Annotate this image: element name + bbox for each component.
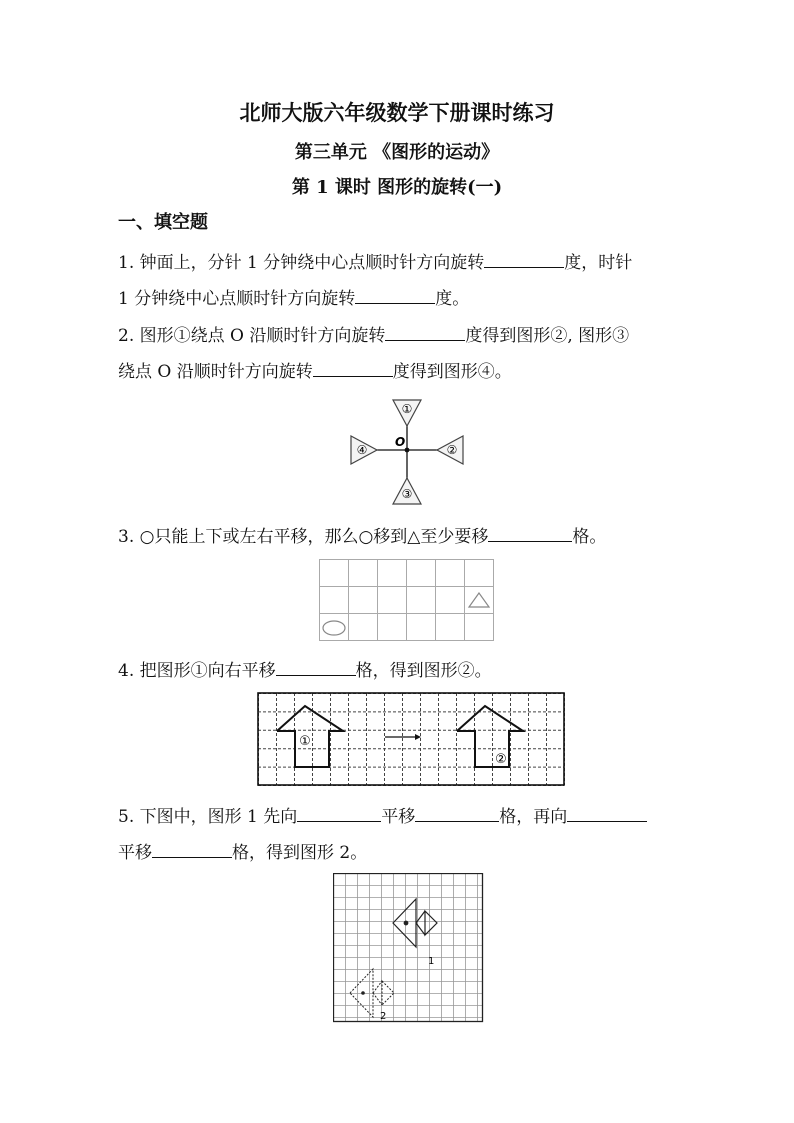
q5-answer-blank-2[interactable] <box>415 807 499 822</box>
fish-2 <box>350 969 394 1017</box>
q4-answer-blank[interactable] <box>276 661 356 676</box>
q5-text-a: 5. 下图中，图形 1 先向 <box>118 807 298 827</box>
q1-text-a: 1. 钟面上，分针 1 分钟绕中心点顺时针方向旋转 <box>118 253 485 273</box>
fish-1 <box>393 899 437 947</box>
q2-answer-blank-2[interactable] <box>313 362 393 377</box>
q5-grid <box>333 873 483 1022</box>
shape-3-label: ③ <box>401 487 413 501</box>
q5-text-d: 平移 <box>118 843 152 863</box>
q5-text-e: 格，得到图形 2。 <box>232 843 368 863</box>
shape-1-label: ① <box>401 402 413 416</box>
q2-rotation-figure <box>345 396 465 506</box>
q5-answer-blank-1[interactable] <box>297 807 381 822</box>
q5-answer-blank-4[interactable] <box>152 843 232 858</box>
q1-answer-blank-2[interactable] <box>355 289 435 304</box>
q5-line-1 <box>118 802 647 827</box>
triangle-target <box>469 593 489 607</box>
q2-text-a: 2. 图形①绕点 O 沿顺时针方向旋转 <box>118 326 386 346</box>
fish-2-eye <box>361 991 365 995</box>
q3-text-b: 格。 <box>572 527 607 547</box>
unit-title: 第三单元 《图形的运动》 <box>294 142 500 163</box>
lesson-title: 第 1 课时 图形的旋转(一) <box>291 177 503 198</box>
fish-2-label: 2 <box>380 1011 387 1022</box>
q4-text-a: 4. 把图形①向右平移 <box>118 661 276 681</box>
q4-line <box>118 656 492 681</box>
shape-4-label: ④ <box>356 443 368 457</box>
q1-line-2 <box>118 284 469 309</box>
q2-text-b: 度得到图形②, 图形③ <box>465 326 630 346</box>
shape-2-arrow <box>457 706 523 767</box>
q4-text-b: 格，得到图形②。 <box>355 661 492 681</box>
q2-text-c: 绕点 O 沿顺时针方向旋转 <box>118 362 313 382</box>
circle-shape <box>323 621 345 635</box>
q5-fish-figure <box>333 873 485 1025</box>
center-point-o <box>405 448 410 453</box>
shape-2-label: ② <box>446 443 458 457</box>
q3-answer-blank[interactable] <box>488 527 572 542</box>
q3-line <box>118 522 606 547</box>
q5-text-b: 平移 <box>381 807 416 827</box>
q2-answer-blank-1[interactable] <box>385 326 465 341</box>
q1-text-d: 度。 <box>435 289 470 309</box>
q4-translation-figure <box>257 692 567 788</box>
q4-shape-1-label: ① <box>299 734 311 749</box>
q3-grid-figure <box>319 559 495 643</box>
q5-text-c: 格，再向 <box>499 807 568 827</box>
q1-text-c: 1 分钟绕中心点顺时针方向旋转 <box>118 289 356 309</box>
q1-answer-blank-1[interactable] <box>484 253 564 268</box>
point-o-label: O <box>395 435 406 449</box>
q3-text-a: 3. ○只能上下或左右平移，那么○移到△至少要移 <box>118 527 489 547</box>
q2-text-d: 度得到图形④。 <box>392 362 512 382</box>
q1-line-1 <box>118 248 632 273</box>
q5-line-2 <box>118 838 367 863</box>
q1-text-b: 度，时针 <box>564 253 633 273</box>
section-heading: 一、填空题 <box>118 212 208 233</box>
q2-line-2 <box>118 357 512 382</box>
fish-1-label: 1 <box>428 956 435 967</box>
q2-line-1 <box>118 321 629 346</box>
page-title: 北师大版六年级数学下册课时练习 <box>239 100 555 125</box>
q5-answer-blank-3[interactable] <box>567 807 647 822</box>
q4-shape-2-label: ② <box>495 752 507 767</box>
